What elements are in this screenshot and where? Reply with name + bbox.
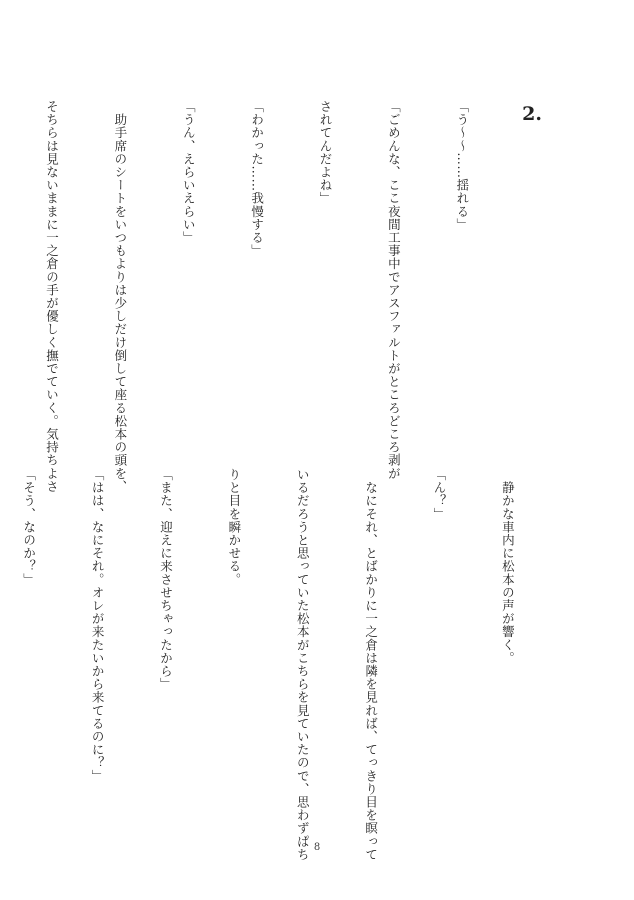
text-line: いるだろうと思っていた松本がこちらを見ていたので、思わずぱち: [295, 468, 311, 861]
text-line: そちらは見ないままに一之倉の手が優しく撫でていく。気持ちよさ: [44, 100, 60, 493]
text-line: りと目を瞬かせる。: [226, 468, 242, 586]
text-line: 「はは、なにそれ。オレが来たいから来てるのに？」: [90, 468, 106, 783]
text-line: 「また、迎えに来させちゃったから」: [158, 468, 174, 691]
text-line: 「う～～……揺れる」: [454, 100, 470, 231]
top-text-column: [0, 100, 564, 493]
text-line: 「ごめんな、ここ夜間工事中でアスファルトがところどころ剥が: [386, 100, 402, 480]
text-line: 「うん、えらいえらい」: [181, 100, 197, 245]
bottom-text-column: [0, 468, 564, 861]
text-line: 「そう、なのか？」: [21, 468, 37, 586]
text-line: 助手席のシートをいつもよりは少しだけ倒して座る松本の頭を、: [112, 100, 128, 493]
chapter-number: 2.: [522, 103, 542, 125]
page-number: 8: [313, 842, 321, 853]
text-line: 静かな車内に松本の声が響く。: [500, 468, 516, 665]
text-line: されてんだよね」: [318, 100, 334, 205]
text-line: なにそれ、とばかりに一之倉は隣を見れば、てっきり目を瞑って: [363, 468, 379, 861]
text-line: 「ん？」: [432, 468, 448, 521]
text-line: 「わかった……我慢する」: [249, 100, 265, 258]
